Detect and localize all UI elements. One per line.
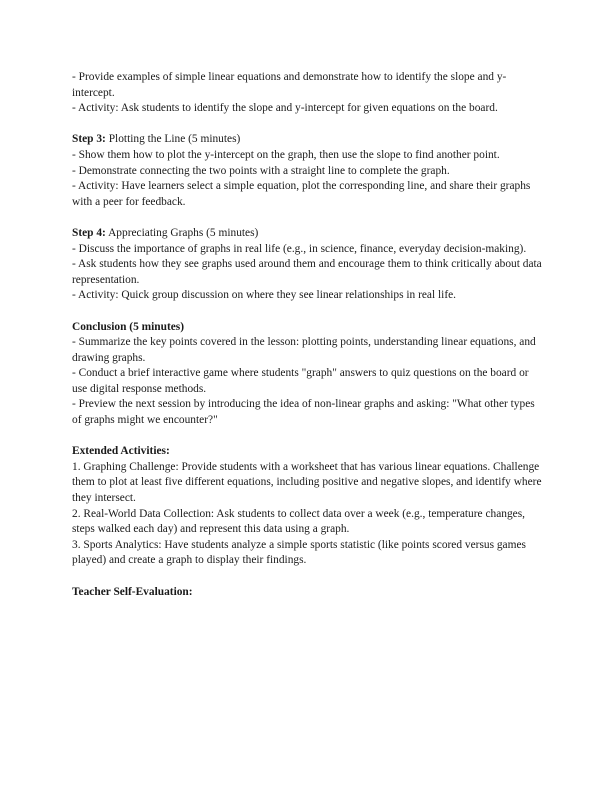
step4-label: Step 4:	[72, 226, 106, 239]
step3-line: - Demonstrate connecting the two points with a straight line to complete the graph.	[72, 164, 450, 177]
extended-activities-heading	[72, 444, 542, 460]
conclusion-heading	[72, 320, 542, 336]
step3-line: - Activity: Have learners select a simple equation, plot the corresponding line, and share their graphs with a peer for feedback.	[72, 180, 531, 208]
step4-line: - Discuss the importance of graphs in real life (e.g., in science, finance, everyday decision-making).	[72, 242, 527, 255]
step4-title: Appreciating Graphs (5 minutes)	[105, 226, 259, 239]
conclusion-line: - Preview the next session by introducing the idea of non-linear graphs and asking: "What other types of graphs might we encounter?"	[72, 398, 535, 427]
spacer	[72, 569, 542, 585]
spacer	[72, 117, 542, 133]
intro-line: - Activity: Ask students to identify the slope and y-intercept for given equations on the board.	[72, 102, 498, 115]
conclusion-heading-text: Conclusion (5 minutes)	[72, 320, 185, 333]
step4-line: - Activity: Quick group discussion on where they see linear relationships in real life.	[72, 289, 457, 302]
intro-section	[72, 70, 542, 117]
extended-activities-heading-text: Extended Activities:	[72, 445, 170, 458]
document-page	[72, 70, 542, 600]
extended-activity-item: 3. Sports Analytics: Have students analyze a simple sports statistic (like points scored versus games played) and create a graph to display their findings.	[72, 538, 526, 567]
step4-line: - Ask students how they see graphs used around them and encourage them to think critically about data representation.	[72, 258, 542, 286]
step3-title: Plotting the Line (5 minutes)	[105, 133, 241, 146]
step3-label: Step 3:	[72, 133, 106, 146]
step3-section	[72, 132, 542, 210]
self-evaluation-heading	[72, 585, 542, 601]
step4-heading	[72, 226, 542, 242]
self-evaluation-heading-text: Teacher Self-Evaluation:	[72, 585, 193, 598]
conclusion-section	[72, 320, 542, 429]
intro-line: - Provide examples of simple linear equations and demonstrate how to identify the slope and y-intercept.	[72, 71, 507, 99]
step3-heading	[72, 132, 542, 148]
spacer	[72, 210, 542, 226]
step3-line: - Show them how to plot the y-intercept on the graph, then use the slope to find another point.	[72, 148, 500, 161]
extended-activities-section	[72, 444, 542, 569]
spacer	[72, 429, 542, 445]
self-evaluation-section	[72, 585, 542, 601]
extended-activity-item: 1. Graphing Challenge: Provide students with a worksheet that has various linear equations. Challenge them to plot at least five different equations, including positive and negative slopes, and identify where they intersect.	[72, 460, 542, 505]
conclusion-line: - Conduct a brief interactive game where students "graph" answers to quiz questions on the board or use digital response methods.	[72, 367, 529, 395]
spacer	[72, 304, 542, 320]
extended-activity-item: 2. Real-World Data Collection: Ask students to collect data over a week (e.g., temperature changes, steps walked each day) and represent this data using a graph.	[72, 507, 525, 536]
conclusion-line: - Summarize the key points covered in the lesson: plotting points, understanding linear equations, and drawing graphs.	[72, 336, 536, 364]
step4-section	[72, 226, 542, 304]
